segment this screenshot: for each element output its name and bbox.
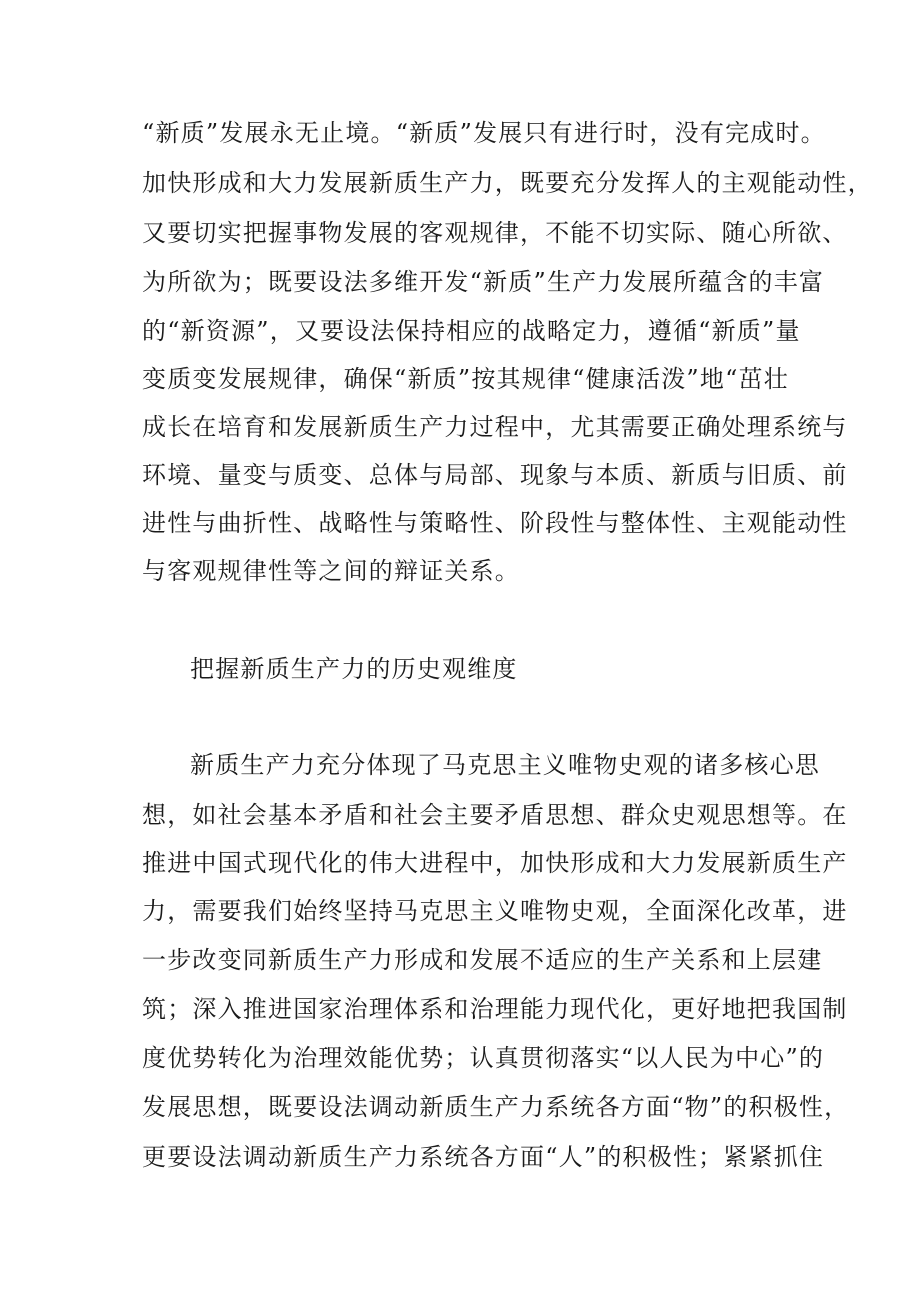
text-line: 力，需要我们始终坚持马克思主义唯物史观，全面深化改革，进: [142, 897, 848, 925]
section-heading: 把握新质生产力的历史观维度: [190, 655, 518, 683]
text-line: 又要切实把握事物发展的客观规律，不能不切实际、随心所欲、: [142, 219, 848, 247]
text-line: “新质”发展永无止境。“新质”发展只有进行时，没有完成时。: [142, 119, 826, 147]
text-line: 变质变发展规律，确保“新质”按其规律“健康活泼”地“茁壮: [142, 365, 789, 393]
text-line: 想，如社会基本矛盾和社会主要矛盾思想、群众史观思想等。在: [142, 801, 848, 829]
text-line: 更要设法调动新质生产力系统各方面“人”的积极性；紧紧抓住: [142, 1143, 825, 1171]
text-line: 进性与曲折性、战略性与策略性、阶段性与整体性、主观能动性: [142, 509, 848, 537]
text-line: 为所欲为；既要设法多维开发“新质”生产力发展所蕴含的丰富: [142, 268, 825, 296]
text-line: 推进中国式现代化的伟大进程中，加快形成和大力发展新质生产: [142, 849, 848, 877]
text-line: 一步改变同新质生产力形成和发展不适应的生产关系和上层建: [142, 946, 823, 974]
text-line: 环境、量变与质变、总体与局部、现象与本质、新质与旧质、前: [142, 461, 848, 489]
text-line: 发展思想，既要设法调动新质生产力系统各方面“物”的积极性，: [142, 1093, 850, 1121]
text-line: 加快形成和大力发展新质生产力，既要充分发挥人的主观能动性，: [142, 169, 873, 197]
text-line: 成长在培育和发展新质生产力过程中，尤其需要正确处理系统与: [142, 413, 848, 441]
text-line: 度优势转化为治理效能优势；认真贯彻落实“以人民为中心”的: [142, 1044, 825, 1072]
text-line: 与客观规律性等之间的辩证关系。: [142, 557, 520, 585]
text-line: 筑；深入推进国家治理体系和治理能力现代化，更好地把我国制: [142, 995, 848, 1023]
text-line: 新质生产力充分体现了马克思主义唯物史观的诸多核心思: [190, 751, 820, 779]
text-line: 的“新资源”，又要设法保持相应的战略定力，遵循“新质”量: [142, 317, 801, 345]
